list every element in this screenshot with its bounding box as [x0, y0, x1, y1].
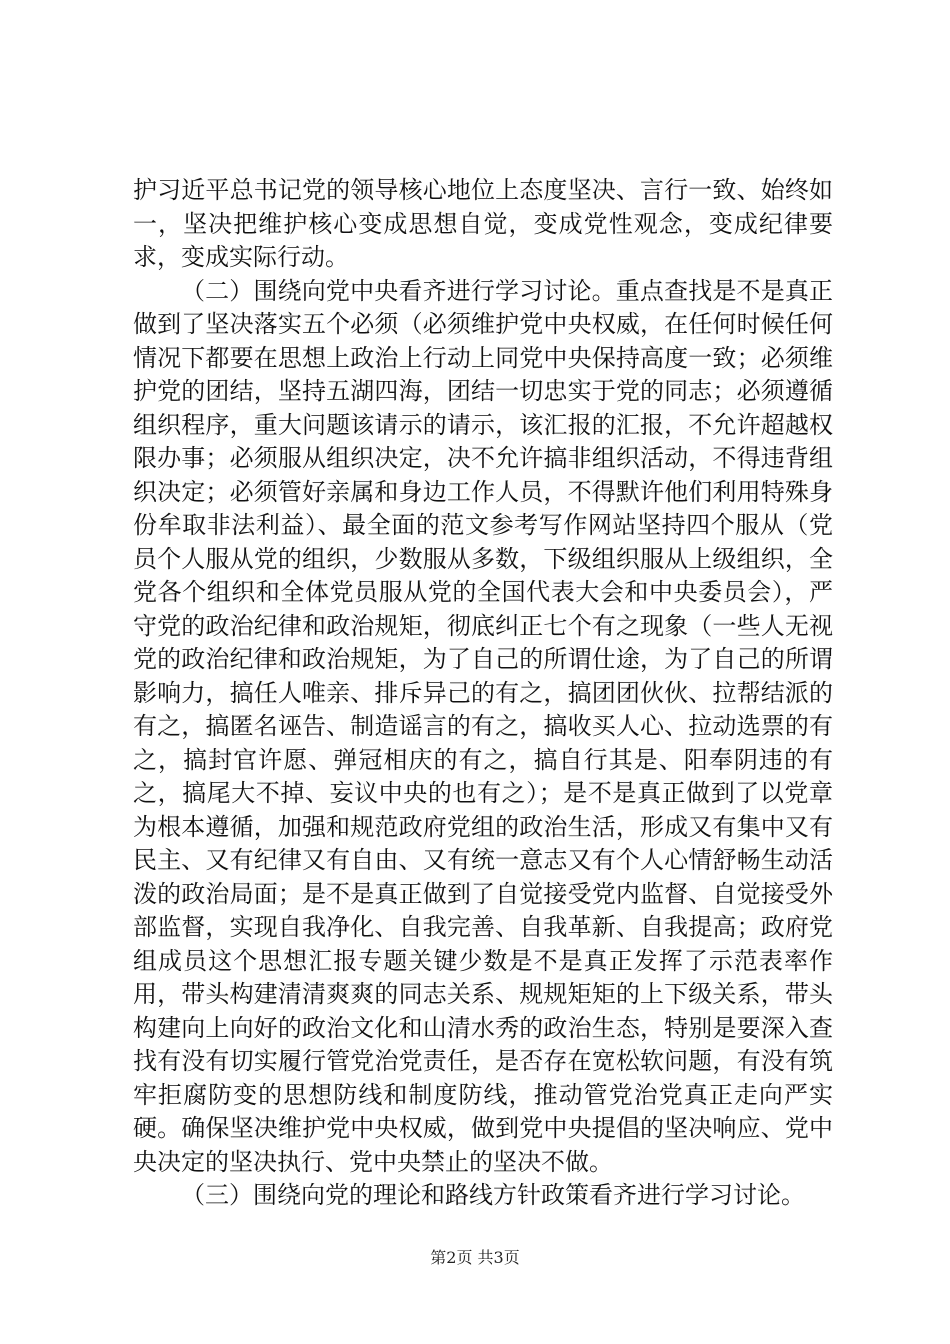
body-text	[133, 174, 833, 1213]
paragraph-section-three: （三）围绕向党的理论和路线方针政策看齐进行学习讨论。	[181, 1181, 805, 1209]
page-footer	[0, 1245, 950, 1268]
paragraph-continuation: 护习近平总书记党的领导核心地位上态度坚决、言行一致、始终如一，坚决把维护核心变成思想自觉，变成党性观念，变成纪律要求，变成实际行动。	[133, 176, 833, 271]
paragraph-section-two: （二）围绕向党中央看齐进行学习讨论。重点查找是不是真正做到了坚决落实五个必须（必须维护党中央权威，在任何时候任何情况下都要在思想上政治上行动上同党中央保持高度一致；必须维护党的团结，坚持五湖四海，团结一切忠实于党的同志；必须遵循组织程序，重大问题该请示的请示，该汇报的汇报，不允许超越权限办事；必须服从组织决定，决不允许搞非组织活动，不得违背组织决定；必须管好亲属和身边工作人员，不得默许他们利用特殊身份牟取非法利益）、最全面的范文参考写作网站坚持四个服从（党员个人服从党的组织，少数服从多数，下级组织服从上级组织，全党各个组织和全体党员服从党的全国代表大会和中央委员会），严守党的政治纪律和政治规矩，彻底纠正七个有之现象（一些人无视党的政治纪律和政治规矩，为了自己的所谓仕途，为了自己的所谓影响力，搞任人唯亲、排斥异己的有之，搞团团伙伙、拉帮结派的有之，搞匿名诬告、制造谣言的有之，搞收买人心、拉动选票的有之，搞封官许愿、弹冠相庆的有之，搞自行其是、阳奉阴违的有之，搞尾大不掉、妄议中央的也有之）；是不是真正做到了以党章为根本遵循，加强和规范政府党组的政治生活，形成又有集中又有民主、又有纪律又有自由、又有统一意志又有个人心情舒畅生动活泼的政治局面；是不是真正做到了自觉接受党内监督、自觉接受外部监督，实现自我净化、自我完善、自我革新、自我提高；政府党组成员这个思想汇报专题关键少数是不是真正发挥了示范表率作用，带头构建清清爽爽的同志关系、规规矩矩的上下级关系，带头构建向上向好的政治文化和山清水秀的政治生态，特别是要深入查找有没有切实履行管党治党责任，是否存在宽松软问题，有没有筑牢拒腐防变的思想防线和制度防线，推动管党治党真正走向严实硬。确保坚决维护党中央权威，做到党中央提倡的坚决响应、党中央决定的坚决执行、党中央禁止的坚决不做。	[133, 276, 833, 1176]
page-number: 第2页 共3页	[430, 1248, 520, 1267]
